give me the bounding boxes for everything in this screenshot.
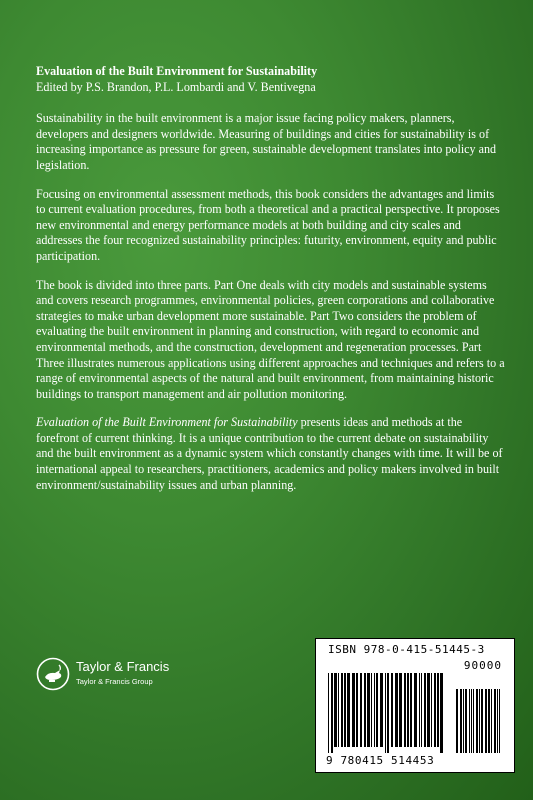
isbn-barcode: [315, 638, 515, 773]
book-editors: Edited by P.S. Brandon, P.L. Lombardi and V. Bentivegna: [36, 79, 316, 94]
barcode-bar: [399, 673, 402, 747]
barcode-bar: [385, 673, 386, 753]
barcode-bar: [338, 673, 339, 747]
barcode-bar: [499, 689, 500, 753]
barcode-bar: [427, 673, 430, 747]
barcode-bar: [352, 673, 355, 747]
barcode-bar: [491, 689, 492, 753]
blurb-paragraph-4: [36, 415, 506, 493]
barcode-bar: [387, 673, 389, 753]
barcode-bar: [471, 689, 472, 753]
barcode-bar: [437, 673, 439, 747]
barcode-bar: [481, 689, 483, 753]
back-cover-text: [36, 64, 506, 506]
barcode-bar: [414, 673, 417, 747]
barcode-bar: [331, 673, 333, 753]
barcode-bar: [460, 689, 462, 753]
barcode-bar: [328, 673, 329, 753]
publisher-logo: [36, 655, 176, 695]
barcode-bar: [334, 673, 337, 747]
barcode-bar: [469, 689, 470, 753]
blurb-paragraph-4-rest: presents ideas and methods at the forefront of current thinking. It is a unique contribution to the current debate on sustainability and the built environment as a dynamic system which constantly changes with time. It will be of international appeal to researchers, practitioners, academics and policy makers involved in built environment/sustainability issues and urban planning.: [36, 415, 503, 492]
blurb-italic-title: Evaluation of the Built Environment for Sustainability: [36, 415, 298, 430]
blurb-paragraph-1: Sustainability in the built environment is a major issue facing policy makers, planners, developers and designers worldwide. Measuring of buildings and cities for sustainability is of increasing importance as pressure for green, sustainable development translates into policy and legislation.: [36, 111, 497, 172]
barcode-bar: [407, 673, 409, 747]
blurb-paragraph-3: The book is divided into three parts. Part One deals with city models and sustainable systems and covers research programmes, environmental policies, green corporations and collaborative strategies to make urban development more sustainable. Part Two considers the problem of evaluating the built environment in planning and construction, with regard to economic and environmental methods, and the construction, development and regeneration processes. Part Three illustrates numerous applications using different approaches and techniques and refers to a range of environmental aspects of the natural and built environment, from maintaining historic buildings to transport management and air pollution monitoring.: [36, 277, 505, 401]
barcode-bar: [395, 673, 398, 747]
barcode-bar: [391, 673, 393, 747]
lamp-icon: [36, 657, 70, 691]
barcode-bar: [421, 673, 422, 747]
barcode-bar: [376, 673, 378, 747]
publisher-group: Taylor & Francis Group: [76, 677, 153, 686]
barcode-bar: [476, 689, 478, 753]
barcode-bar: [488, 689, 490, 753]
price-addon-digits: 90000: [463, 659, 502, 672]
blurb-paragraph-2: Focusing on environmental assessment methods, this book considers the advantages and limits to current evaluation procedures, from both a theoretical and a practical perspective. It proposes new environmental and energy performance models at both building and city scales and addresses the four recognized sustainability principles: futurity, environment, equity and public participation.: [36, 186, 500, 263]
barcode-bar: [494, 689, 496, 753]
barcode-bar: [347, 673, 350, 747]
barcode-bar: [374, 673, 375, 747]
barcode-bar: [380, 673, 383, 747]
barcode-bar: [431, 673, 432, 747]
isbn-label: ISBN 978-0-415-51445-3: [328, 643, 485, 656]
barcode-bar: [424, 673, 426, 747]
barcode-bar: [371, 673, 372, 747]
barcode-bar: [404, 673, 406, 747]
publisher-name: Taylor & Francis: [76, 659, 170, 674]
barcode-bar: [410, 673, 412, 747]
barcode-bar: [434, 673, 436, 747]
barcode-bar: [356, 673, 358, 747]
barcode-bar: [419, 673, 420, 747]
barcode-bar: [364, 673, 366, 747]
barcode-bar: [463, 689, 464, 753]
barcode-bar: [497, 689, 498, 753]
ean-digits: 9 780415 514453: [326, 754, 435, 767]
book-title: Evaluation of the Built Environment for Sustainability: [36, 64, 318, 78]
barcode-bars: [326, 673, 506, 755]
barcode-bar: [360, 673, 362, 747]
barcode-bar: [440, 673, 443, 753]
barcode-bar: [479, 689, 480, 753]
barcode-bar: [344, 673, 346, 747]
barcode-bar: [367, 673, 370, 747]
barcode-bar: [465, 689, 467, 753]
barcode-bar: [485, 689, 487, 753]
barcode-bar: [473, 689, 474, 753]
barcode-bar: [341, 673, 343, 747]
barcode-bar: [456, 689, 458, 753]
